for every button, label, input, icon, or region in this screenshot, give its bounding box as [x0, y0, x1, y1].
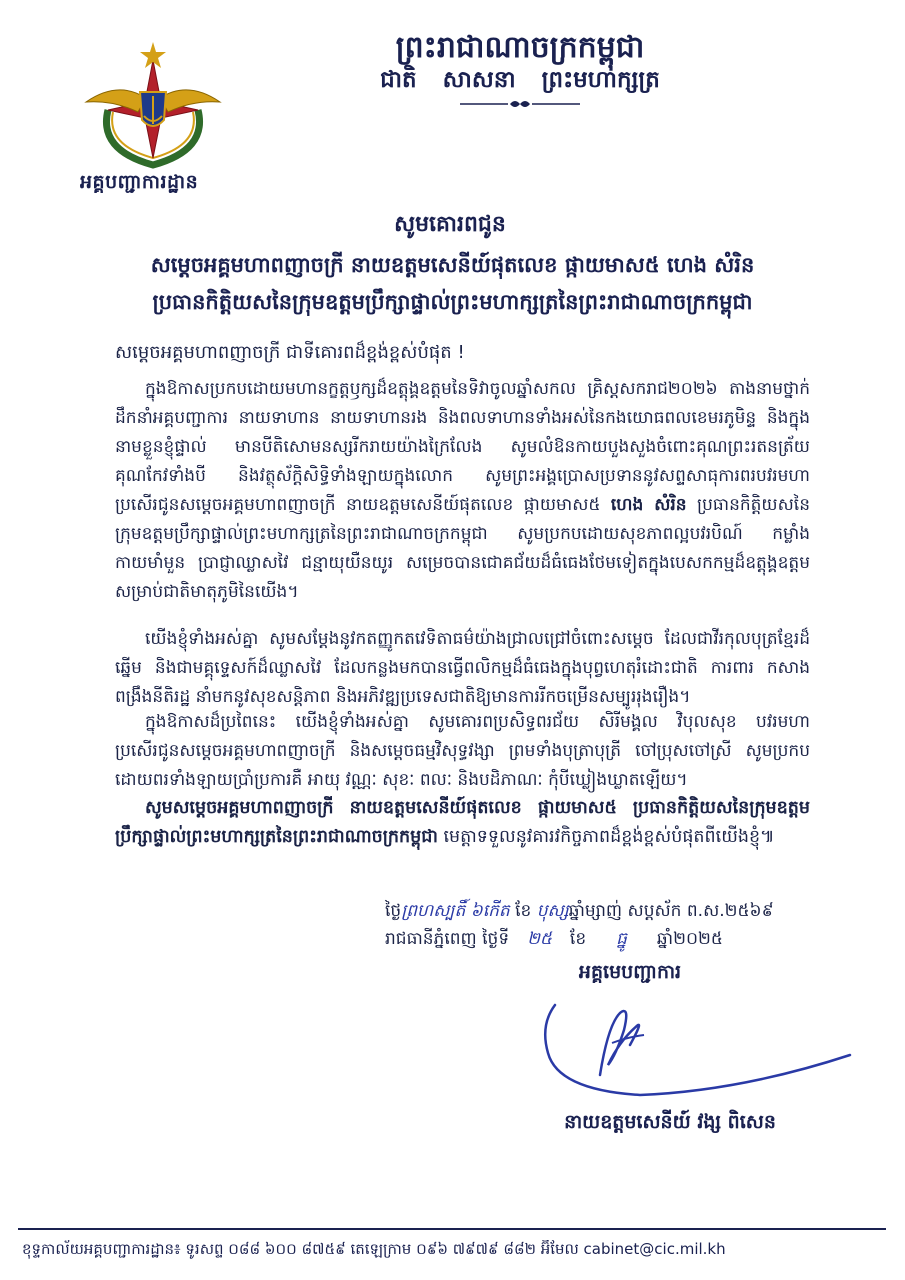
- lunar-month-prefix: ខែ: [515, 901, 532, 921]
- date-year: ឆ្នាំ២០២៥: [656, 929, 723, 949]
- addressee-line-2: ប្រធានកិត្តិយសនៃក្រុមឧត្តមប្រឹក្សាផ្ទាល់ព្រះមហាក្សត្រនៃព្រះរាជាណាចក្រកម្ពុជា: [152, 290, 753, 314]
- lunar-day: ព្រហស្បតិ៍ ៦កើត: [401, 901, 510, 921]
- paragraph-1-name: ហេង សំរិន: [610, 495, 687, 515]
- handwritten-signature-icon: [520, 995, 860, 1105]
- emblem-label: អគ្គបញ្ជាការដ្ឋាន: [80, 171, 199, 193]
- date-day: ២៥: [527, 929, 552, 949]
- paragraph-4: [115, 794, 810, 852]
- kingdom-title: ព្រះរាជាណាចក្រកម្ពុជា: [395, 30, 645, 65]
- lunar-month: បុស្ស: [536, 901, 569, 921]
- lunar-date-prefix: ថ្ងៃ: [385, 901, 402, 921]
- signer-title: អគ្គមេបញ្ជាការ: [578, 961, 682, 983]
- date-month-label: ខែ: [569, 929, 587, 949]
- national-motto: ជាតិ សាសនា ព្រះមហាក្សត្រ: [380, 67, 660, 93]
- footer-divider: [18, 1228, 886, 1230]
- paragraph-2: យើងខ្ញុំទាំងអស់គ្នា សូមសម្តែងនូវកតញ្ញូកតវេទិតាធម៌យ៉ាងជ្រាលជ្រៅចំពោះសម្តេច ដែលជាវីរកុលបុត្រខ្មែរដ៏ឆ្នើម និងជាមគ្គុទ្ទេសក៍ដ៏ឈ្លាសវៃ ដែលកន្លងមកបានធ្វើពលិកម្មដ៏ធំធេងក្នុងបុព្វហេតុរំដោះជាតិ ការពារ កសាង ពង្រឹងនីតិរដ្ឋ នាំមកនូវសុខសន្តិភាព និងអភិវឌ្ឍប្រទេសជាតិឱ្យមានការរីកចម្រើនសម្បូររុងរឿង។: [115, 629, 810, 707]
- ornament-divider-icon: [460, 98, 580, 110]
- paragraph-1: [115, 375, 810, 607]
- paragraph-3: ក្នុងឱកាសដ៏ប្រពៃនេះ យើងខ្ញុំទាំងអស់គ្នា សូមគោរពប្រសិទ្ធពរជ័យ សិរីមង្គល វិបុលសុខ បវរមហាប្រសើរជូនសម្តេចអគ្គមហាពញាចក្រី និងសម្តេចធម្មវិសុទ្ធវង្សា ព្រមទាំងបុត្រាបុត្រី ចៅប្រុសចៅស្រី សូមប្រកបដោយពរទាំងឡាយប្រាំប្រការគឺ អាយុ វណ្ណៈ សុខៈ ពលៈ និងបដិភាណៈ កុំបីឃ្លៀងឃ្លាតឡើយ។: [115, 712, 810, 790]
- signer-name: នាយឧត្តមសេនីយ៍ វង្ស ពិសេន: [564, 1111, 776, 1133]
- paragraph-4-text-a: សូមសម្តេចអគ្គមហាពញាចក្រី នាយឧត្តមសេនីយ៍ផុតលេខ ផ្កាយមាស៥ ប្រធានកិត្តិយសនៃក្រុមឧត្តមប្រឹក្សាផ្ទាល់ព្រះមហាក្សត្រនៃព្រះរាជាណាចក្រកម្ពុជា: [115, 798, 810, 847]
- date-month: ធ្នូ: [616, 929, 627, 949]
- addressee-line-1: សម្តេចអគ្គមហាពញាចក្រី នាយឧត្តមសេនីយ៍ផុតលេខ ផ្កាយមាស៥ ហេង សំរិន: [150, 253, 755, 277]
- greeting: សម្តេចអគ្គមហាពញាចក្រី ជាទីគោរពដ៏ខ្ពង់ខ្ពស់បំផុត !: [115, 342, 465, 363]
- footer-contact: ខុទ្ទកាល័យអគ្គបញ្ជាការដ្ឋាន៖ ទូរសព្ទ ០៨៨ ៦០០ ៨៧៥៩ តេឡេក្រាម ០៩៦ ៧៩៧៩ ៨៨២ អ៊ីមែល cabinet@cic.mil.kh: [22, 1240, 726, 1258]
- date-place: រាជធានីភ្នំពេញ ថ្ងៃទី: [385, 929, 510, 949]
- solar-date-line: [385, 928, 845, 953]
- paragraph-4-text-b: មេត្តាទទួលនូវគារវកិច្ចភាពដ៏ខ្ពង់ខ្ពស់បំផុតពីយើងខ្ញុំ៕: [437, 827, 775, 847]
- paragraph-1-text-c: ប្រធានកិត្តិយសនៃក្រុមឧត្តមប្រឹក្សាផ្ទាល់ព្រះមហាក្សត្រនៃព្រះរាជាណាចក្រកម្ពុជា សូមប្រកបដោយសុខភាពល្អបវរបិណ៍ កម្លាំងកាយមាំមួន ប្រាជ្ញាឈ្លាសវៃ ជន្មាយុយឺនយូរ សម្រេចបានជោគជ័យដ៏ធំធេងថែមទៀតក្នុងបេសកកម្មដ៏ឧត្តុង្គឧត្តមសម្រាប់ជាតិមាតុភូមិនៃយើង។: [115, 495, 810, 602]
- military-emblem-icon: [78, 40, 228, 170]
- salutation: សូមគោរពជូន: [394, 212, 506, 237]
- lunar-date-line: [385, 900, 845, 925]
- lunar-date-suffix: ឆ្នាំម្សាញ់ សប្តស័ក ព.ស.២៥៦៩: [568, 901, 774, 921]
- paragraph-1-text-a: ក្នុងឱកាសប្រកបដោយមហានក្ខត្តឫក្សដ៏ឧត្តុង្គឧត្តមនៃទិវាចូលឆ្នាំសកល គ្រិស្តសករាជ២០២៦ តាងនាមថ្នាក់ដឹកនាំអគ្គបញ្ជាការ នាយទាហាន នាយទាហានរង និងពលទាហានទាំងអស់នៃកងយោធពលខេមរភូមិន្ទ និងក្នុងនាមខ្លួនខ្ញុំផ្ទាល់ មានបីតិសោមនស្សរីករាយយ៉ាងក្រៃលែង សូមលំឱនកាយបួងសួងចំពោះគុណព្រះរតនត្រ័យគុណកែវទាំងបី និងវត្ថុស័ក្តិសិទ្ធិទាំងឡាយក្នុងលោក សូមព្រះអង្គប្រោសប្រទាននូវសព្ទសាធុការពរបវរមហាប្រសើរជូនសម្តេចអគ្គមហាពញាចក្រី នាយឧត្តមសេនីយ៍ផុតលេខ ផ្កាយមាស៥: [115, 379, 810, 515]
